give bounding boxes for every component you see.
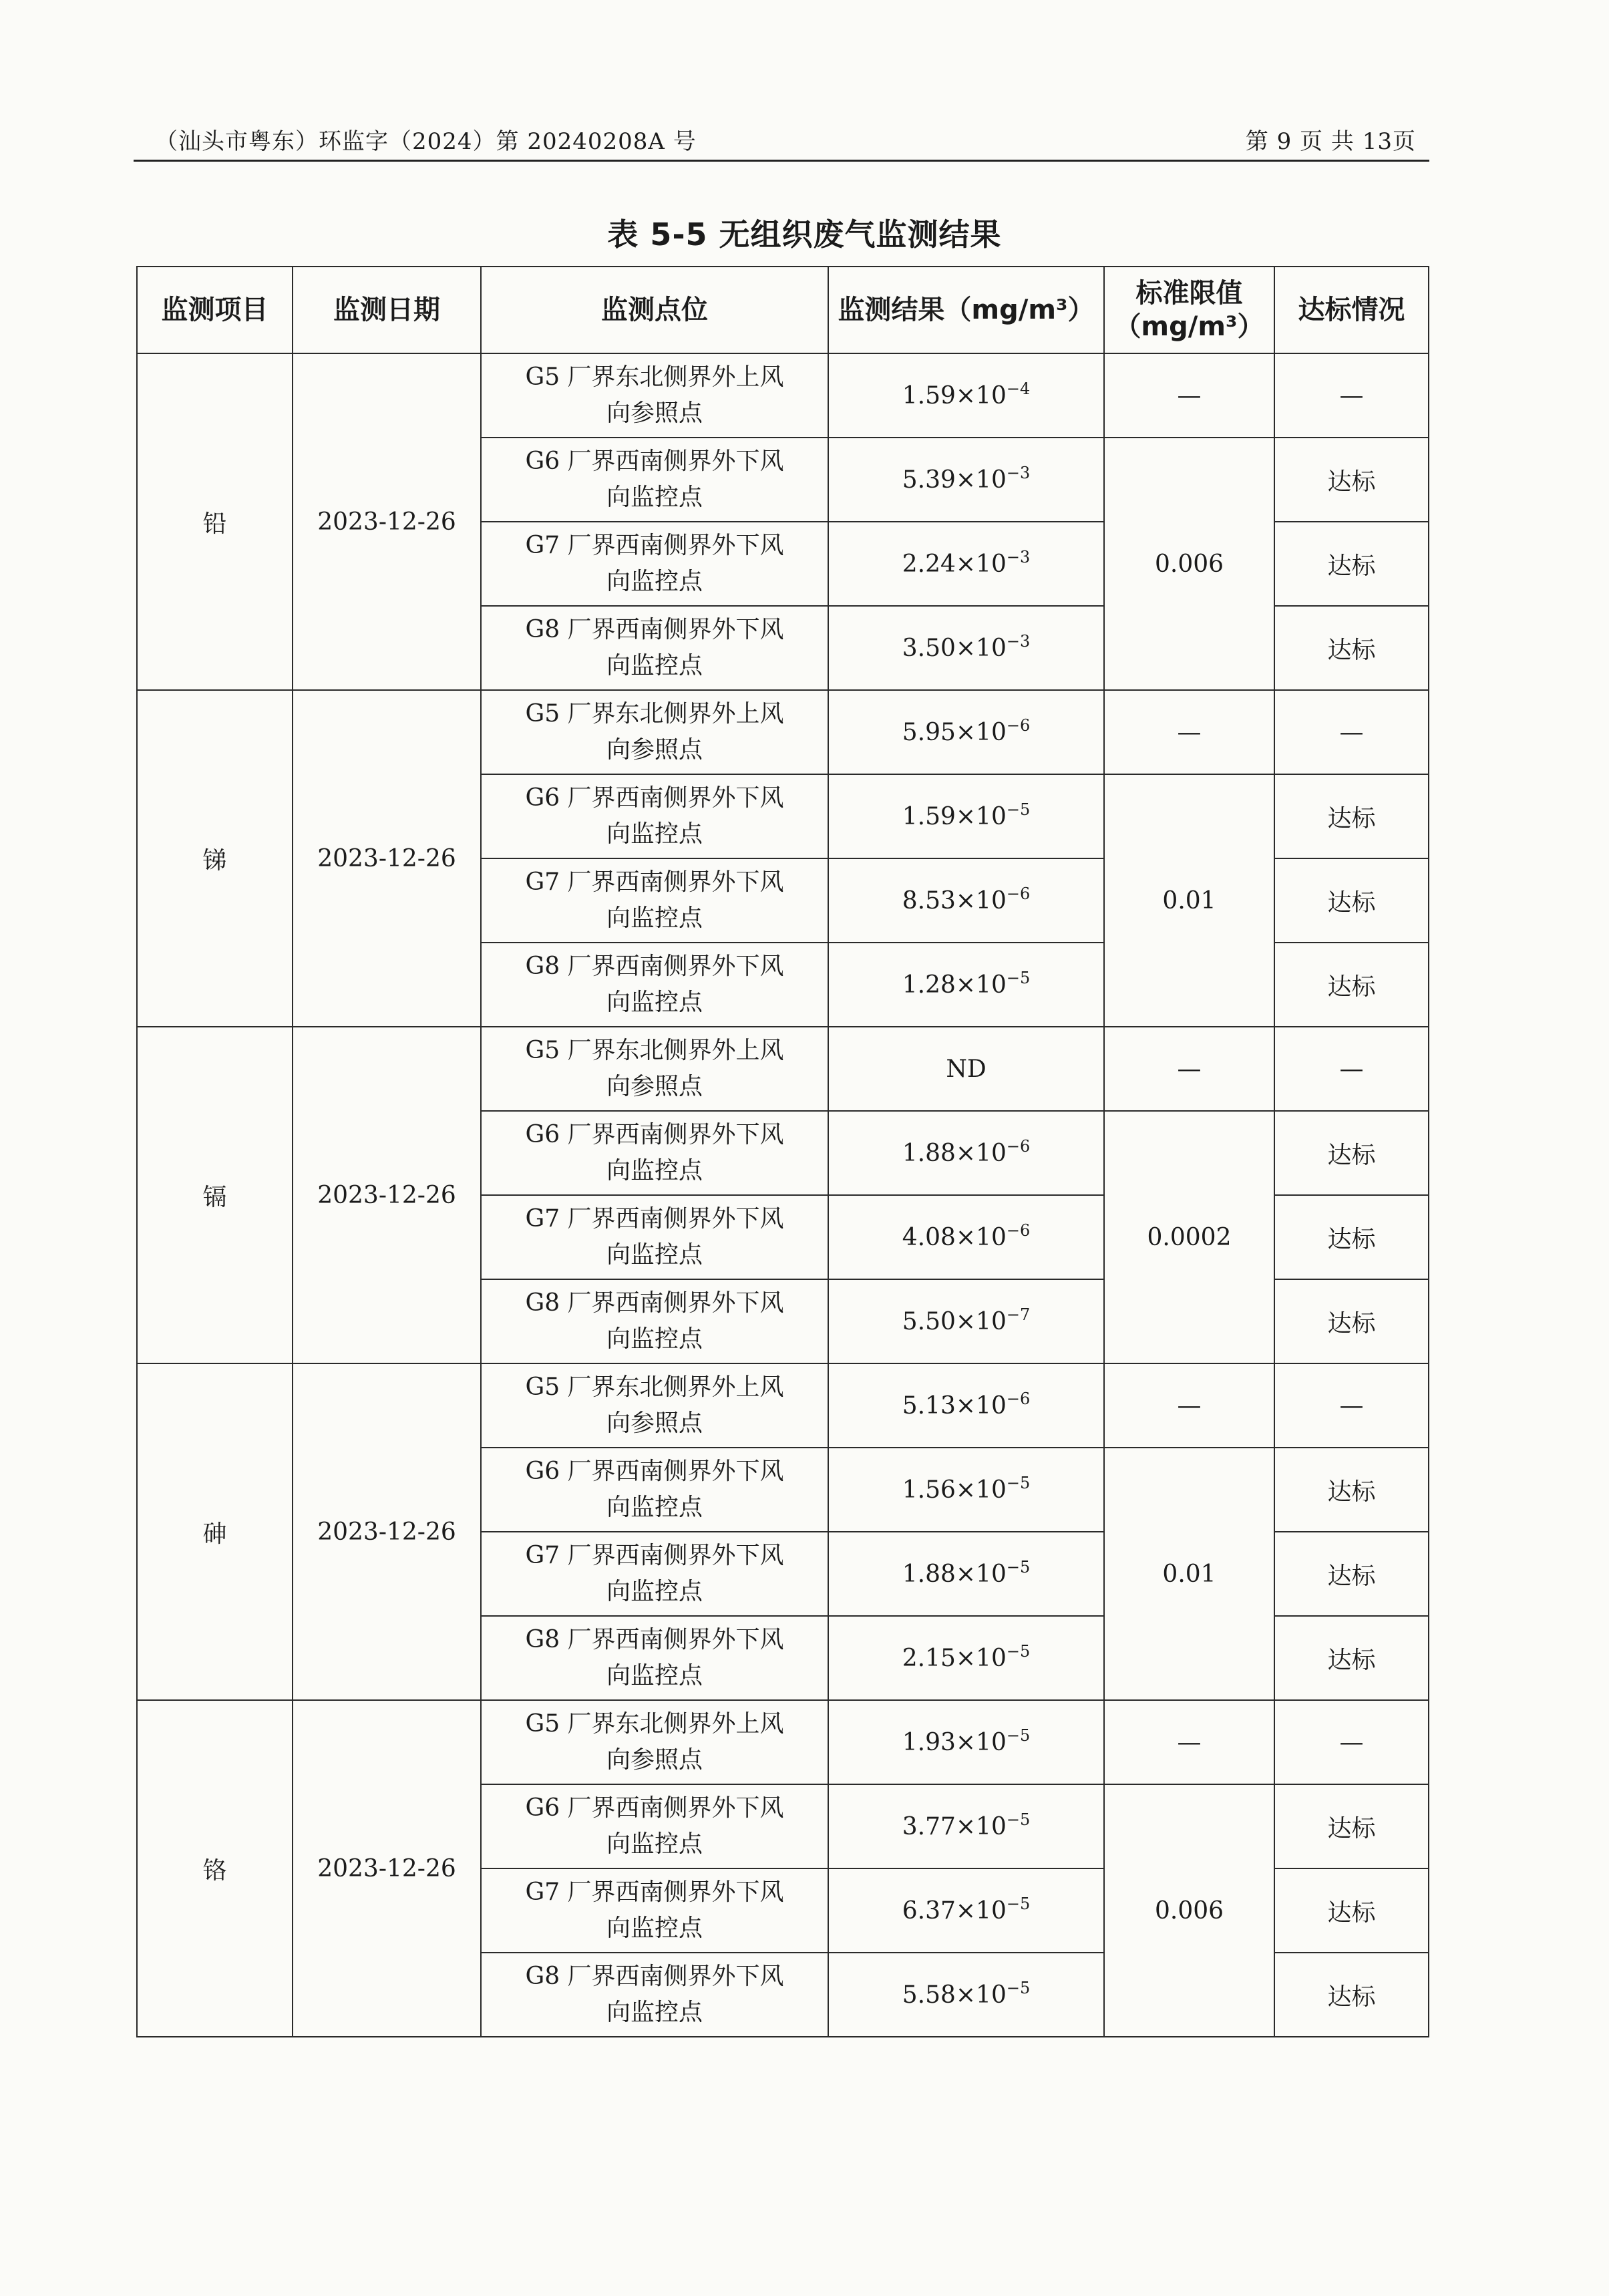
item-cell: 铅 [137,353,293,690]
result-exponent: −6 [1006,715,1031,735]
status-cell: 达标 [1274,1448,1429,1532]
page-info: 第 9 页 共 13页 [1245,128,1416,155]
status-cell: 达标 [1274,1532,1429,1616]
result-base: 4.08×10 [902,1223,1007,1251]
table-row [137,353,1429,438]
point-cell [481,1953,828,2037]
result-cell [828,690,1104,774]
result-base: 5.50×10 [902,1307,1007,1335]
result-base: 2.15×10 [902,1644,1007,1672]
result-base: 5.13×10 [902,1391,1007,1420]
point-line1: G5 厂界东北侧界外上风 [525,1710,784,1738]
point-line1: G8 厂界西南侧界外下风 [525,953,784,980]
item-cell: 镉 [137,1027,293,1363]
result-cell [828,438,1104,522]
point-cell [481,858,828,943]
table-header-row [137,267,1429,353]
result-exponent: −3 [1006,547,1031,566]
point-cell [481,1279,828,1363]
point-line2: 向监控点 [606,1241,703,1269]
result-base: 1.88×10 [902,1560,1007,1588]
item-cell: 锑 [137,690,293,1027]
result-cell [828,1195,1104,1279]
point-line2: 向监控点 [606,1915,703,1942]
limit-cell: 0.006 [1104,438,1274,690]
result-cell [828,943,1104,1027]
point-line1: G5 厂界东北侧界外上风 [525,1373,784,1401]
point-cell [481,1784,828,1868]
point-line2: 向参照点 [606,1746,703,1774]
result-exponent: −5 [1006,1641,1031,1661]
date-cell: 2023-12-26 [293,690,481,1027]
status-cell: 达标 [1274,943,1429,1027]
result-cell [828,774,1104,858]
limit-cell: 0.006 [1104,1784,1274,2037]
status-cell: — [1274,1027,1429,1111]
point-line2: 向监控点 [606,1325,703,1353]
point-line1: G6 厂界西南侧界外下风 [525,1458,784,1485]
table-row [137,1027,1429,1111]
result-cell [828,522,1104,606]
header-limit-line1: 标准限值 [1135,278,1243,309]
limit-cell: — [1104,1027,1274,1111]
limit-cell: — [1104,353,1274,438]
limit-cell: — [1104,690,1274,774]
point-line2: 向参照点 [606,1410,703,1437]
monitoring-results-table [136,266,1429,2037]
status-cell: — [1274,1700,1429,1784]
point-line1: G7 厂界西南侧界外下风 [525,532,784,559]
result-cell [828,1700,1104,1784]
point-line2: 向监控点 [606,905,703,932]
result-cell [828,1279,1104,1363]
result-exponent: −5 [1006,968,1031,987]
point-cell [481,1027,828,1111]
date-cell: 2023-12-26 [293,1363,481,1700]
point-line1: G5 厂界东北侧界外上风 [525,1037,784,1064]
result-base: 1.28×10 [902,971,1007,999]
header-rule [134,160,1429,162]
point-cell [481,438,828,522]
result-exponent: −4 [1006,379,1031,398]
item-cell: 铬 [137,1700,293,2037]
result-exponent: −5 [1006,1473,1031,1492]
point-line1: G6 厂界西南侧界外下风 [525,1794,784,1822]
status-cell: 达标 [1274,1616,1429,1700]
result-base: 1.59×10 [902,381,1007,409]
point-cell [481,1195,828,1279]
result-cell [828,1953,1104,2037]
header-result: 监测结果（mg/m³） [828,267,1104,353]
status-cell: 达标 [1274,1279,1429,1363]
result-base: 1.88×10 [902,1139,1007,1167]
point-line2: 向监控点 [606,1830,703,1858]
point-line1: G6 厂界西南侧界外下风 [525,784,784,812]
table-row [137,1363,1429,1448]
result-exponent: −3 [1006,463,1031,482]
status-cell: 达标 [1274,522,1429,606]
result-exponent: −7 [1006,1305,1031,1324]
point-cell [481,1111,828,1195]
point-line2: 向参照点 [606,1073,703,1100]
result-cell [828,1616,1104,1700]
limit-cell: 0.01 [1104,774,1274,1027]
result-base: 3.50×10 [902,634,1007,662]
result-base: 5.95×10 [902,718,1007,746]
result-base: 2.24×10 [902,550,1007,578]
point-line2: 向监控点 [606,652,703,679]
point-cell [481,522,828,606]
result-cell [828,1363,1104,1448]
result-cell [828,353,1104,438]
result-base: 5.39×10 [902,466,1007,494]
status-cell: 达标 [1274,1195,1429,1279]
status-cell: 达标 [1274,858,1429,943]
point-line2: 向监控点 [606,568,703,595]
result-cell [828,858,1104,943]
result-cell [828,1111,1104,1195]
status-cell: 达标 [1274,1784,1429,1868]
result-exponent: −5 [1006,1978,1031,1997]
point-line2: 向监控点 [606,989,703,1016]
date-cell: 2023-12-26 [293,1700,481,2037]
document-number: （汕头市粤东）环监字（2024）第 20240208A 号 [155,128,697,155]
result-cell [828,606,1104,690]
page-header [134,120,1429,162]
point-cell [481,1616,828,1700]
result-exponent: −5 [1006,1810,1031,1829]
result-exponent: −5 [1006,1894,1031,1913]
result-cell [828,1784,1104,1868]
point-line2: 向监控点 [606,1157,703,1184]
limit-cell: — [1104,1363,1274,1448]
point-line1: G8 厂界西南侧界外下风 [525,1626,784,1653]
result-cell [828,1027,1104,1111]
point-line1: G8 厂界西南侧界外下风 [525,1289,784,1317]
status-cell: 达标 [1274,606,1429,690]
table-body [137,353,1429,2037]
table-row [137,1700,1429,1784]
point-cell [481,1363,828,1448]
point-line1: G7 厂界西南侧界外下风 [525,1205,784,1233]
point-cell [481,606,828,690]
header-limit-line2: （mg/m³） [1114,311,1264,342]
result-base: 6.37×10 [902,1897,1007,1925]
result-exponent: −6 [1006,1389,1031,1408]
point-line1: G7 厂界西南侧界外下风 [525,868,784,896]
result-exponent: −6 [1006,1136,1031,1156]
table-title: 表 5-5 无组织废气监测结果 [607,216,1002,253]
limit-cell: — [1104,1700,1274,1784]
result-cell [828,1448,1104,1532]
point-line1: G7 厂界西南侧界外下风 [525,1878,784,1906]
point-line2: 向监控点 [606,1494,703,1521]
header-item: 监测项目 [137,267,293,353]
point-line2: 向监控点 [606,1999,703,2026]
result-cell [828,1532,1104,1616]
limit-cell: 0.0002 [1104,1111,1274,1363]
status-cell: 达标 [1274,1111,1429,1195]
status-cell: — [1274,1363,1429,1448]
result-exponent: −6 [1006,1220,1031,1240]
table-row [137,690,1429,774]
point-line1: G5 厂界东北侧界外上风 [525,363,784,391]
point-cell [481,1868,828,1953]
status-cell: — [1274,353,1429,438]
point-line2: 向监控点 [606,1662,703,1689]
point-line2: 向监控点 [606,820,703,848]
point-line1: G6 厂界西南侧界外下风 [525,1121,784,1148]
header-point: 监测点位 [481,267,828,353]
header-date: 监测日期 [293,267,481,353]
result-exponent: −5 [1006,800,1031,819]
point-cell [481,1448,828,1532]
header-limit [1104,267,1274,353]
result-base: ND [946,1055,987,1083]
status-cell: 达标 [1274,1953,1429,2037]
point-line1: G5 厂界东北侧界外上风 [525,700,784,727]
point-line1: G7 厂界西南侧界外下风 [525,1542,784,1569]
point-line1: G8 厂界西南侧界外下风 [525,616,784,643]
result-base: 3.77×10 [902,1812,1007,1840]
date-cell: 2023-12-26 [293,1027,481,1363]
point-line2: 向监控点 [606,1578,703,1605]
point-line2: 向参照点 [606,736,703,764]
result-exponent: −3 [1006,631,1031,651]
result-base: 1.56×10 [902,1476,1007,1504]
point-line1: G6 厂界西南侧界外下风 [525,448,784,475]
point-cell [481,690,828,774]
point-cell [481,943,828,1027]
point-cell [481,774,828,858]
header-status: 达标情况 [1274,267,1429,353]
result-base: 5.58×10 [902,1981,1007,2009]
result-exponent: −6 [1006,884,1031,903]
result-exponent: −5 [1006,1557,1031,1577]
point-cell [481,1700,828,1784]
result-base: 8.53×10 [902,886,1007,915]
status-cell: — [1274,690,1429,774]
point-cell [481,353,828,438]
result-base: 1.59×10 [902,802,1007,830]
status-cell: 达标 [1274,1868,1429,1953]
point-line1: G8 厂界西南侧界外下风 [525,1963,784,1990]
result-exponent: −5 [1006,1726,1031,1745]
point-line2: 向监控点 [606,484,703,511]
result-base: 1.93×10 [902,1728,1007,1756]
date-cell: 2023-12-26 [293,353,481,690]
limit-cell: 0.01 [1104,1448,1274,1700]
result-cell [828,1868,1104,1953]
item-cell: 砷 [137,1363,293,1700]
status-cell: 达标 [1274,438,1429,522]
point-line2: 向参照点 [606,399,703,427]
status-cell: 达标 [1274,774,1429,858]
point-cell [481,1532,828,1616]
